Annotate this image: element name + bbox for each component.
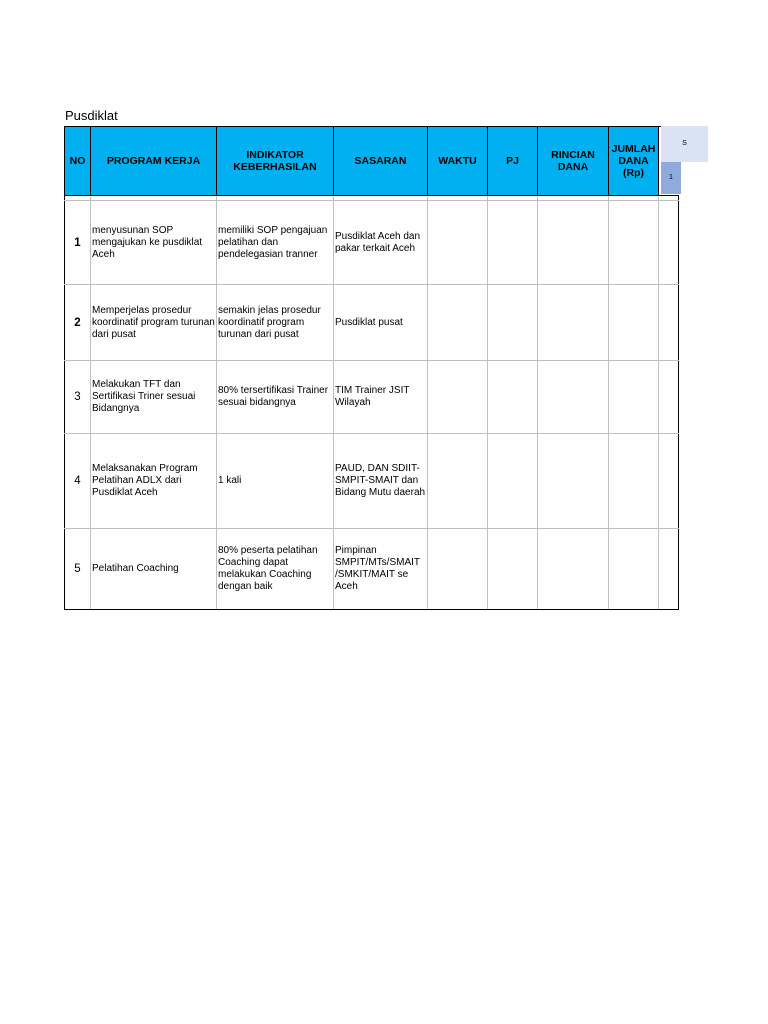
cell-waktu — [428, 285, 488, 361]
header-pj: PJ — [488, 127, 538, 196]
header-jumlah: JUMLAH DANA (Rp) — [609, 127, 659, 196]
cell-jumlah — [609, 285, 659, 361]
table-row — [65, 434, 679, 529]
cell-sasaran: Pusdiklat Aceh dan pakar terkait Aceh — [334, 201, 428, 285]
cell-indikator: 80% peserta pelatihan Coaching dapat melakukan Coaching dengan baik — [217, 529, 334, 610]
cell-indikator: 1 kali — [217, 434, 334, 529]
cell-program: menyusunan SOP mengajukan ke pusdiklat Aceh — [91, 201, 217, 285]
cell-waktu — [428, 529, 488, 610]
cell-sasaran: Pusdiklat pusat — [334, 285, 428, 361]
header-no: NO — [65, 127, 91, 196]
header-waktu: WAKTU — [428, 127, 488, 196]
row-number: 4 — [65, 434, 91, 529]
cell-program: Pelatihan Coaching — [91, 529, 217, 610]
cell-indikator: memiliki SOP pengajuan pelatihan dan pendelegasian tranner — [217, 201, 334, 285]
cell-indikator: semakin jelas prosedur koordinatif program turunan dari pusat — [217, 285, 334, 361]
cell-pj — [488, 201, 538, 285]
header-rincian: RINCIAN DANA — [538, 127, 609, 196]
cell-jumlah — [609, 529, 659, 610]
cell-sasaran: PAUD, DAN SDIIT-SMPIT-SMAIT dan Bidang Mutu daerah — [334, 434, 428, 529]
cell-rincian — [538, 434, 609, 529]
cut-off-header-cell: S — [661, 126, 708, 162]
cell-pj — [488, 529, 538, 610]
row-number: 3 — [65, 361, 91, 434]
cell-rincian — [538, 361, 609, 434]
cell-waktu — [428, 434, 488, 529]
table-row — [65, 529, 679, 610]
header-sasaran: SASARAN — [334, 127, 428, 196]
page-title: Pusdiklat — [65, 108, 118, 123]
cell-pj — [488, 434, 538, 529]
cell-program: Melaksanakan Program Pelatihan ADLX dari Pusdiklat Aceh — [91, 434, 217, 529]
cell-pj — [488, 285, 538, 361]
cell-jumlah — [609, 201, 659, 285]
cut-off-subheader-cell: 1 — [661, 162, 681, 194]
cell-sasaran: TIM Trainer JSIT Wilayah — [334, 361, 428, 434]
cell-rincian — [538, 285, 609, 361]
header-indikator: INDIKATOR KEBERHASILAN — [217, 127, 334, 196]
cell-rincian — [538, 201, 609, 285]
cell-jumlah — [609, 361, 659, 434]
cell-pj — [488, 361, 538, 434]
cell-waktu — [428, 201, 488, 285]
cell-program: Memperjelas prosedur koordinatif program turunan dari pusat — [91, 285, 217, 361]
row-number: 5 — [65, 529, 91, 610]
cell-rincian — [538, 529, 609, 610]
header-program: PROGRAM KERJA — [91, 127, 217, 196]
cell-sasaran: Pimpinan SMPIT/MTs/SMAIT /SMKIT/MAIT se Aceh — [334, 529, 428, 610]
table-row — [65, 201, 679, 285]
header-row — [65, 127, 679, 196]
table-row — [65, 285, 679, 361]
row-number: 1 — [65, 201, 91, 285]
cell-indikator: 80% tersertifikasi Trainer sesuai bidangnya — [217, 361, 334, 434]
row-number: 2 — [65, 285, 91, 361]
table-row — [65, 361, 679, 434]
cell-jumlah — [609, 434, 659, 529]
cell-waktu — [428, 361, 488, 434]
cell-program: Melakukan TFT dan Sertifikasi Triner sesuai Bidangnya — [91, 361, 217, 434]
work-program-table — [64, 126, 679, 610]
